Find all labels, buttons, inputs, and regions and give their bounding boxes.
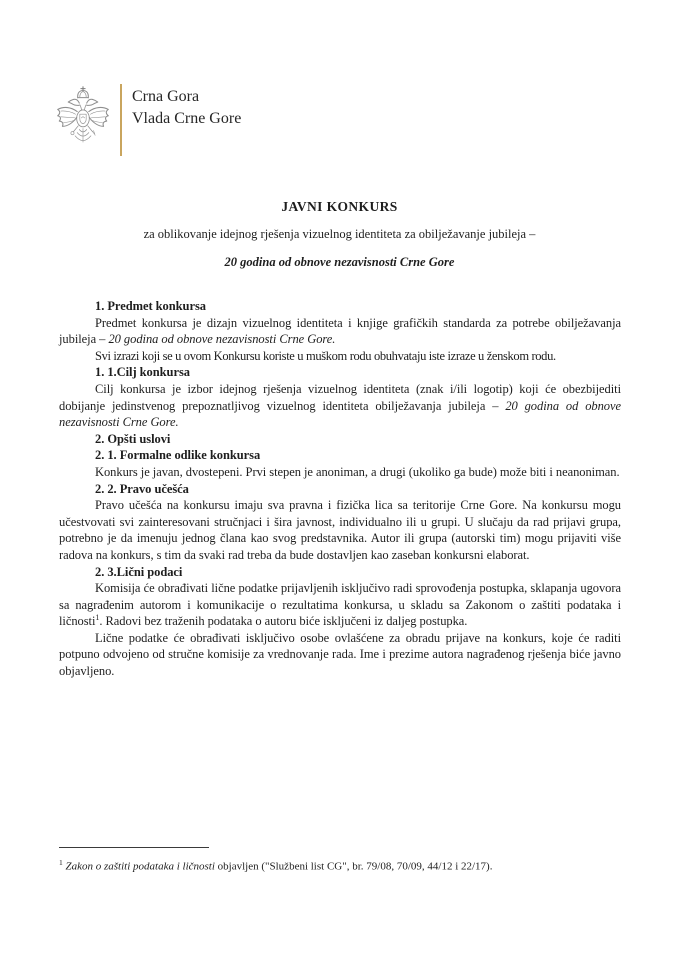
document-subtitle: za oblikovanje idejnog rješenja vizuelnog identiteta za obilježavanje jubileja –: [143, 227, 536, 241]
heading-predmet-konkursa: 1. Predmet konkursa: [95, 299, 206, 313]
paragraph-predmet: [59, 315, 621, 348]
jubilee-title: 20 godina od obnove nezavisnosti Crne Gore: [224, 255, 455, 269]
footnote-law-title: Zakon o zaštiti podataka i ličnosti: [65, 860, 215, 873]
letterhead-text: [132, 84, 241, 156]
title-block: [0, 199, 679, 270]
heading-cilj-konkursa: 1. 1.Cilj konkursa: [95, 365, 190, 380]
footnote-reference: 1: [95, 613, 100, 623]
paragraph-licni-1: [59, 580, 621, 630]
footnote-publication: objavljen ("Službeni list CG", br. 79/08, 70/09, 44/12 i 22/17).: [214, 860, 493, 873]
document-body: [59, 298, 621, 680]
letterhead-gold-divider: [120, 84, 122, 156]
paragraph-rodovi: Svi izrazi koji se u ovom Konkursu koriste u muškom rodu obuhvataju iste izraze u ženskom rodu.: [95, 348, 556, 363]
paragraph-pravo: Pravo učešća na konkursu imaju sva pravna i fizička lica sa teritorije Crne Gore. Na konkursu mogu učestvovati svi zainteresovani stručnjaci i šira javnost, individualno ili u grupi. U slučaju da rad prijavi grupa, potrebno je da imenuju jednog člana kao svog predstavnika. Autor ili grupa (autorski tim) mogu prijaviti više radova na konkurs, s tim da svaki rad treba da bude dostavljen kao zaseban konkursni elaborat.: [59, 498, 621, 562]
heading-licni-podaci: 2. 3.Lični podaci: [95, 564, 183, 579]
heading-opsti-uslovi: 2. Opšti uslovi: [95, 431, 171, 446]
paragraph-formalne: Konkurs je javan, dvostepeni. Prvi stepen je anoniman, a drugi (ukoliko ga bude) može biti i neanoniman.: [95, 464, 620, 479]
paragraph-text: . Radovi bez traženih podataka o autoru biće isključeni iz daljeg postupka.: [99, 614, 468, 629]
footnote-marker: 1: [59, 858, 63, 867]
footnote-text: [59, 855, 621, 875]
paragraph-cilj: [59, 381, 621, 431]
document-title: JAVNI KONKURS: [281, 199, 398, 214]
paragraph-text: Komisija će obrađivati lične podatke prijavljenih isključivo radi sprovođenja postupka, sklapanja ugovora sa nagrađenim autorom i komunikacije o rezultatima konkursa, u skladu sa Zakonom o zaštiti podataka i ličnosti: [59, 581, 621, 629]
footnote-area: [59, 847, 621, 875]
heading-formalne-odlike: 2. 1. Formalne odlike konkursa: [95, 448, 261, 463]
letterhead: [54, 84, 241, 156]
government-name: Vlada Crne Gore: [132, 110, 242, 127]
paragraph-text: Cilj konkursa je izbor idejnog rješenja vizuelnog identiteta (znak i/ili logotip) koji će obezbijediti dobijanje jedinstvenog prepoznatljivog vizuelnog identiteta obilježavanja jubileja –: [59, 381, 621, 413]
paragraph-italic-text: 20 godina od obnove nezavisnosti Crne Gore.: [59, 398, 622, 430]
paragraph-licni-2: Lične podatke će obrađivati isključivo osobe ovlašćene za obradu prijave na konkurs, koje će raditi potpuno odvojeno od stručne komisije za vrednovanje rada. Ime i prezime autora nagrađenog rješenja biće javno objavljeno.: [59, 630, 621, 679]
country-name: Crna Gora: [132, 88, 200, 105]
heading-pravo-ucesca: 2. 2. Pravo učešća: [95, 481, 189, 496]
footnote-separator-rule: [59, 847, 209, 848]
paragraph-italic-text: 20 godina od obnove nezavisnosti Crne Gore.: [108, 332, 336, 347]
montenegro-coat-of-arms-icon: [54, 84, 112, 156]
paragraph-text: Predmet konkursa je dizajn vizuelnog identiteta i knjige grafičkih standarda za potrebe obilježavanja jubileja –: [59, 315, 621, 347]
